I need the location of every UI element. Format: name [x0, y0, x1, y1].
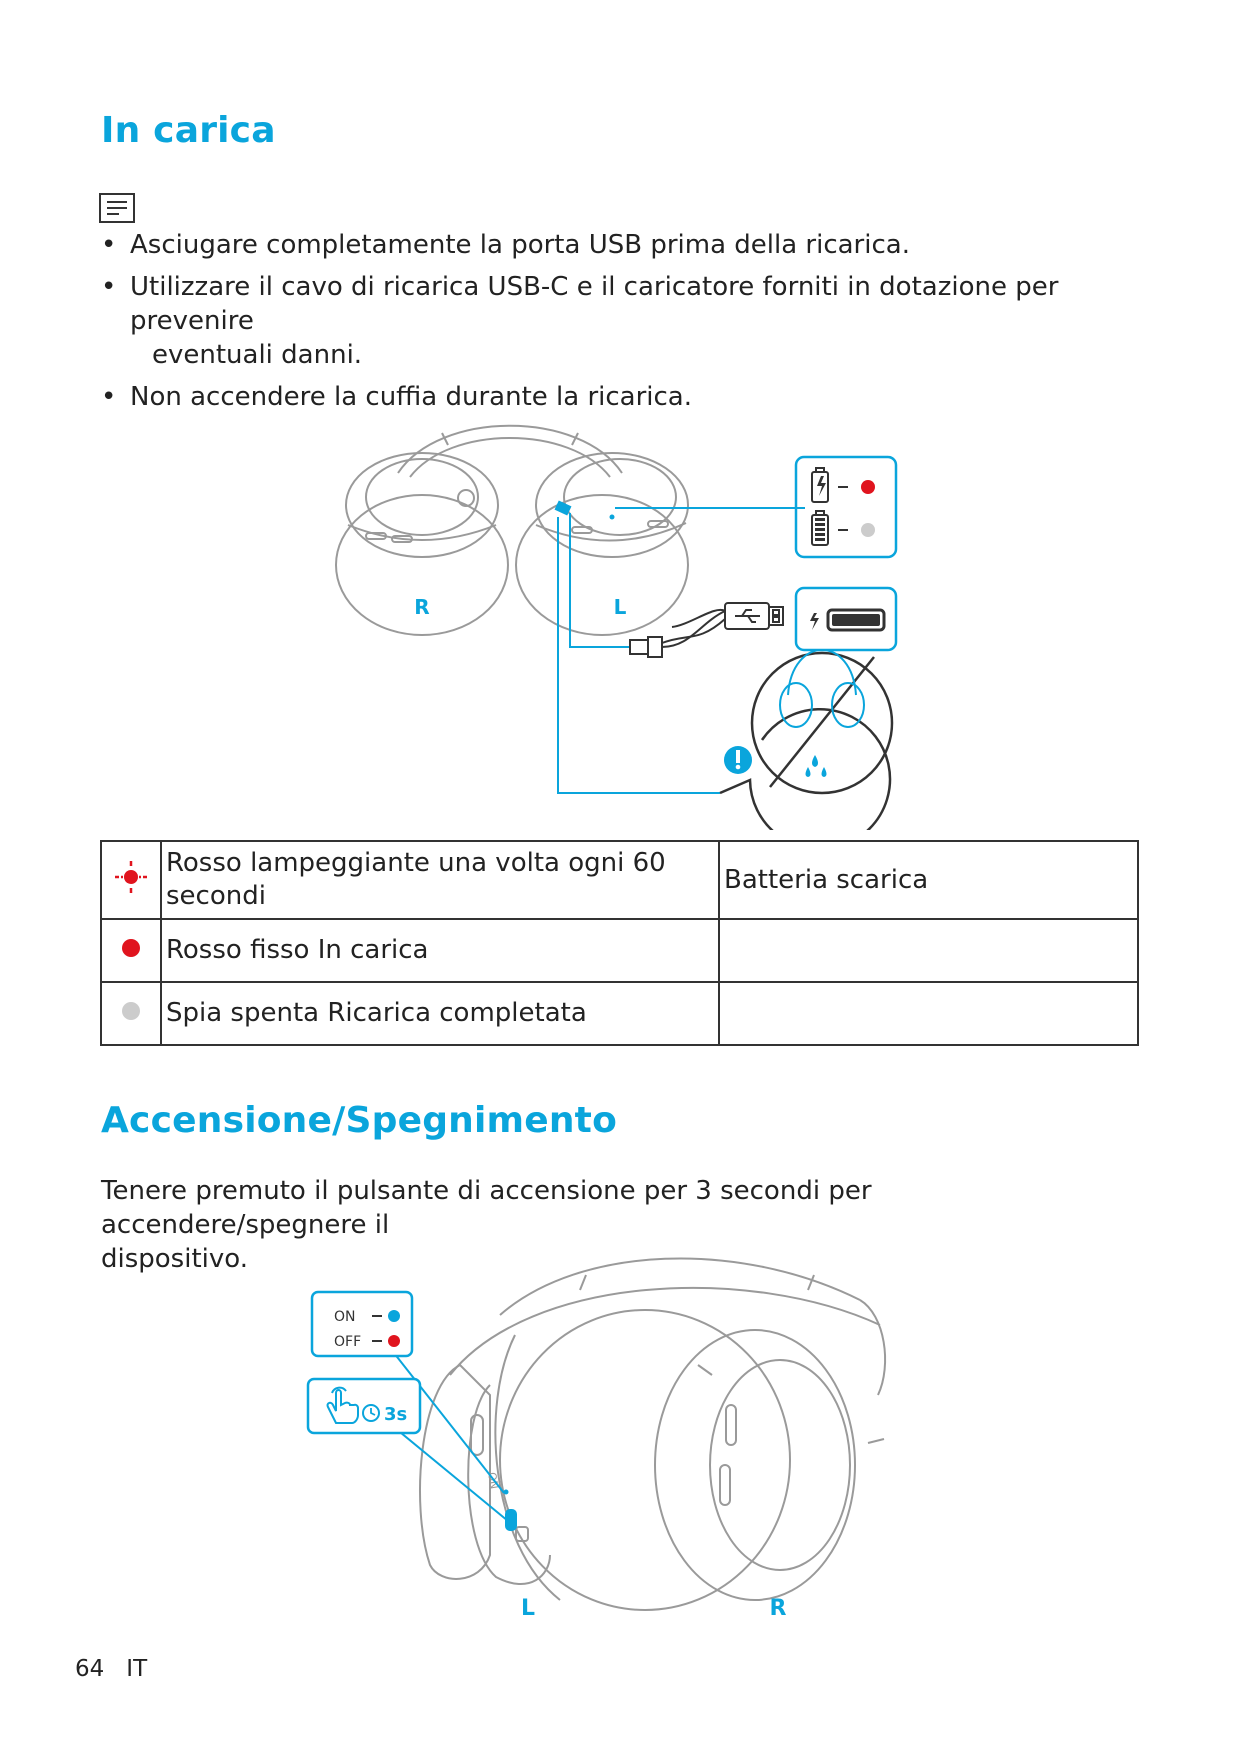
- power-button-label: ON: [485, 1471, 501, 1491]
- off-label: OFF: [334, 1334, 362, 1350]
- light-off-icon: [120, 1000, 142, 1022]
- led-status-table: [100, 840, 1139, 1046]
- table-cell-icon: [101, 919, 161, 982]
- table-cell-meaning: [719, 919, 1138, 982]
- blue-light-icon: [388, 1310, 400, 1322]
- figure-label-right: R: [769, 1596, 787, 1621]
- list-item: • Asciugare completamente la porta USB prima della ricarica.: [101, 230, 910, 260]
- table-cell-meaning: [719, 982, 1138, 1045]
- table-cell-description: Rosso fisso In carica: [161, 919, 719, 982]
- power-illustration: [300, 1255, 920, 1635]
- figure-label-left: L: [520, 1596, 536, 1621]
- figure-label-right: R: [414, 595, 430, 619]
- red-light-icon: [388, 1335, 400, 1347]
- hold-duration-label: 3s: [384, 1404, 408, 1425]
- page-footer: [75, 1656, 169, 1682]
- language-code: IT: [126, 1656, 148, 1682]
- on-off-indicator-box: [312, 1292, 412, 1356]
- table-row: [101, 841, 1138, 919]
- table-cell-icon: [101, 982, 161, 1045]
- table-cell-meaning: Batteria scarica: [719, 841, 1138, 919]
- list-item: • Utilizzare il cavo di ricarica USB-C e il caricatore forniti in dotazione per prevenire eventuali danni.: [101, 272, 1059, 370]
- red-solid-light-icon: [120, 937, 142, 959]
- charging-illustration: [330, 405, 930, 830]
- list-item: • Non accendere la cuffia durante la ricarica.: [101, 382, 693, 412]
- red-blinking-light-icon: [113, 859, 149, 895]
- on-label: ON: [334, 1309, 356, 1325]
- table-row: [101, 919, 1138, 982]
- page-number: 64: [75, 1656, 105, 1682]
- table-cell-description: Spia spenta Ricarica completata: [161, 982, 719, 1045]
- figure-label-left: L: [613, 595, 627, 619]
- power-instructions: Tenere premuto il pulsante di accensione per 3 secondi per accendere/spegnere il dispositivo.: [101, 1176, 872, 1274]
- table-cell-icon: [101, 841, 161, 919]
- table-cell-description: Rosso lampeggiante una volta ogni 60 secondi: [161, 841, 719, 919]
- table-row: [101, 982, 1138, 1045]
- note-icon: [99, 193, 135, 223]
- section-title-charging: In carica: [101, 110, 276, 151]
- charging-notes-list: [101, 228, 1141, 422]
- section-title-power: Accensione/Spegnimento: [101, 1100, 618, 1141]
